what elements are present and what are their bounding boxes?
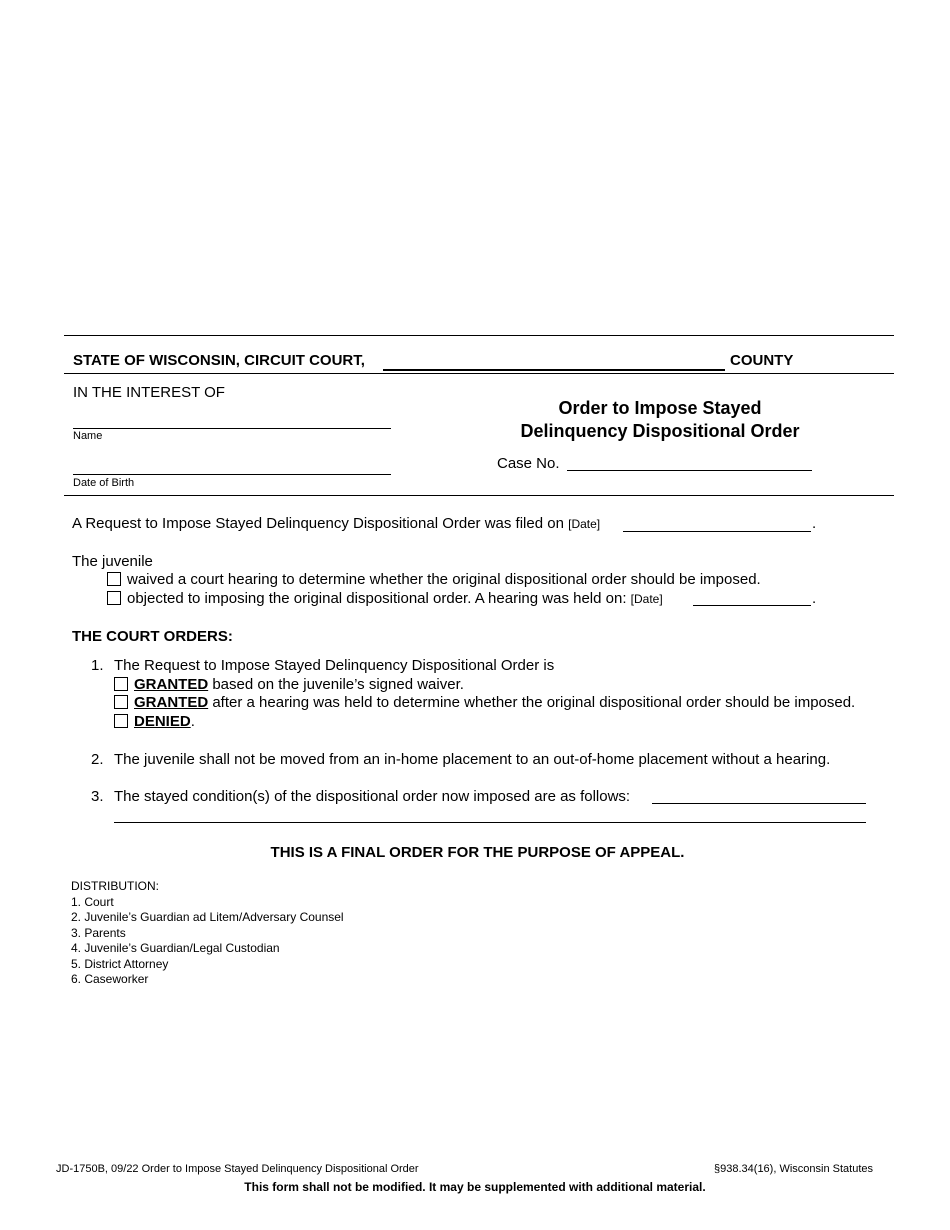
distribution-item: 4. Juvenile’s Guardian/Legal Custodian bbox=[71, 941, 280, 955]
item2-text: The juvenile shall not be moved from an in-home placement to an out-of-home placement without a hearing. bbox=[114, 751, 831, 768]
hearing-date-period: . bbox=[812, 590, 817, 607]
denied-option bbox=[114, 713, 195, 730]
distribution-item: 5. District Attorney bbox=[71, 956, 169, 971]
item3-number: 3. bbox=[91, 788, 104, 805]
caption-county-rule bbox=[64, 373, 894, 374]
request-filed-label: A Request to Impose Stayed Delinquency Dispositional Order was filed on bbox=[72, 515, 564, 532]
name-field[interactable] bbox=[73, 428, 391, 429]
footer-form-id: JD-1750B, 09/22 Order to Impose Stayed Delinquency Dispositional Order bbox=[56, 1163, 419, 1175]
granted-label-2: GRANTED bbox=[134, 694, 209, 711]
denied-checkbox[interactable] bbox=[114, 714, 128, 728]
option-waived-label: waived a court hearing to determine whether the original dispositional order should be imposed. bbox=[127, 571, 761, 588]
dob-field[interactable] bbox=[73, 474, 391, 475]
caption-top-rule bbox=[64, 335, 894, 336]
conditions-field-line2[interactable] bbox=[114, 822, 866, 823]
filed-date-period: . bbox=[812, 515, 817, 532]
item2-number: 2. bbox=[91, 751, 104, 768]
granted-hearing-checkbox[interactable] bbox=[114, 695, 128, 709]
request-filed-text bbox=[72, 515, 600, 532]
hearing-date-field[interactable] bbox=[693, 605, 811, 606]
item1-text: The Request to Impose Stayed Delinquency Dispositional Order is bbox=[114, 657, 555, 674]
county-label: COUNTY bbox=[730, 352, 794, 369]
caption-bottom-rule bbox=[64, 495, 894, 496]
option-objected bbox=[107, 590, 663, 607]
case-no-label: Case No. bbox=[497, 455, 560, 472]
date-tag: [Date] bbox=[568, 517, 601, 531]
hearing-date-tag: [Date] bbox=[630, 592, 663, 606]
form-title bbox=[460, 397, 860, 443]
distribution-item: 1. Court bbox=[71, 894, 114, 909]
distribution-block bbox=[71, 879, 344, 988]
interest-label: IN THE INTEREST OF bbox=[73, 384, 225, 401]
juvenile-label: The juvenile bbox=[72, 553, 153, 570]
granted-hearing-option bbox=[114, 694, 855, 711]
option-objected-label: objected to imposing the original dispositional order. A hearing was held on: bbox=[127, 590, 627, 607]
granted-waiver-checkbox[interactable] bbox=[114, 677, 128, 691]
granted-waiver-option bbox=[114, 676, 464, 693]
distribution-item: 6. Caseworker bbox=[71, 972, 149, 986]
conditions-field-line1[interactable] bbox=[652, 803, 866, 804]
item1-number: 1. bbox=[91, 657, 104, 674]
county-name-field[interactable] bbox=[383, 369, 725, 371]
option-waived bbox=[107, 571, 761, 588]
footer-notice: This form shall not be modified. It may be supplemented with additional material. bbox=[244, 1180, 706, 1194]
dob-label: Date of Birth bbox=[73, 477, 135, 489]
footer-statute: §938.34(16), Wisconsin Statutes bbox=[714, 1163, 873, 1175]
granted-label-1: GRANTED bbox=[134, 676, 209, 693]
denied-period: . bbox=[190, 713, 195, 730]
item3-text: The stayed condition(s) of the dispositional order now imposed are as follows: bbox=[114, 788, 631, 805]
form-title-line1: Order to Impose Stayed bbox=[558, 398, 762, 418]
objected-checkbox[interactable] bbox=[107, 591, 121, 605]
court-label: STATE OF WISCONSIN, CIRCUIT COURT, bbox=[73, 352, 365, 369]
distribution-heading: DISTRIBUTION: bbox=[71, 879, 160, 893]
granted-hearing-label: after a hearing was held to determine whether the original dispositional order should be imposed. bbox=[212, 694, 856, 711]
granted-waiver-label: based on the juvenile’s signed waiver. bbox=[212, 676, 464, 693]
distribution-item: 2. Juvenile’s Guardian ad Litem/Adversary Counsel bbox=[71, 910, 344, 924]
form-title-line2: Delinquency Dispositional Order bbox=[520, 421, 800, 441]
waived-checkbox[interactable] bbox=[107, 572, 121, 586]
orders-heading: THE COURT ORDERS: bbox=[72, 628, 233, 645]
denied-label: DENIED bbox=[134, 713, 191, 730]
filed-date-field[interactable] bbox=[623, 531, 811, 532]
final-order-notice: THIS IS A FINAL ORDER FOR THE PURPOSE OF APPEAL. bbox=[270, 844, 685, 861]
distribution-item: 3. Parents bbox=[71, 925, 126, 940]
case-no-field[interactable] bbox=[567, 470, 812, 471]
name-label: Name bbox=[73, 430, 103, 442]
